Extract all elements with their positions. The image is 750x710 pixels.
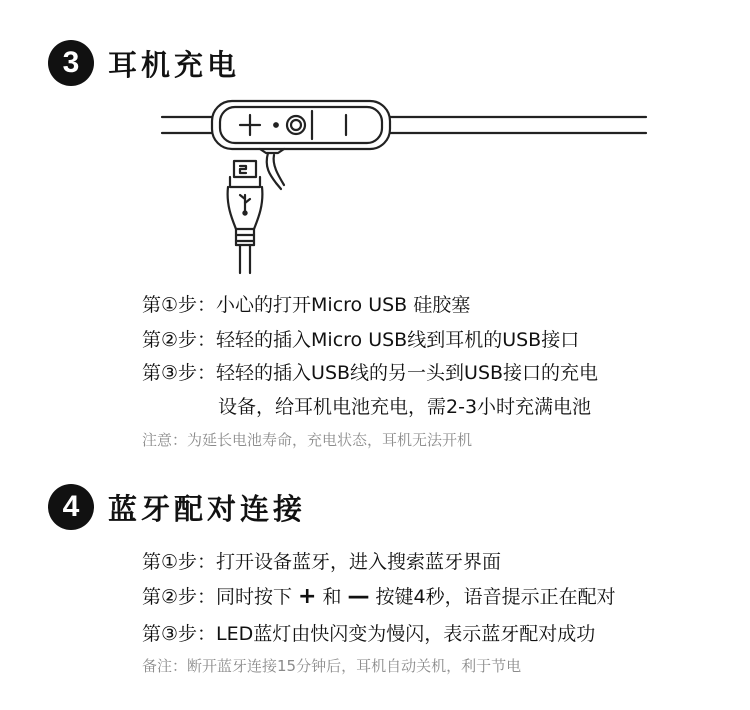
section-number-badge: 4 bbox=[48, 484, 94, 530]
plus-button-icon bbox=[240, 115, 260, 135]
section-title: 蓝牙配对连接 bbox=[108, 491, 307, 526]
charging-note: 注意：为延长电池寿命，充电状态，耳机无法开机 bbox=[142, 431, 473, 449]
pairing-note: 备注：断开蓝牙连接15分钟后，耳机自动关机，利于节电 bbox=[142, 657, 522, 675]
pairing-step-2-text: 第②步：同时按下 bbox=[142, 586, 293, 608]
pairing-step-1: 第①步：打开设备蓝牙，进入搜索蓝牙界面 bbox=[142, 551, 502, 573]
charging-step-3-continued: 设备，给耳机电池充电，需2-3小时充满电池 bbox=[218, 396, 592, 418]
minus-icon: — bbox=[347, 584, 370, 609]
earphone-charging-diagram bbox=[160, 95, 650, 280]
plus-icon: + bbox=[298, 584, 317, 609]
charging-header bbox=[48, 40, 240, 86]
pairing-step-2 bbox=[142, 582, 616, 609]
pairing-header bbox=[48, 484, 306, 530]
charging-step-3: 第③步：轻轻的插入USB线的另一头到USB接口的充电 bbox=[142, 362, 599, 384]
section-number-badge: 3 bbox=[48, 40, 94, 86]
charging-step-2: 第②步：轻轻的插入Micro USB线到耳机的USB接口 bbox=[142, 329, 580, 351]
pairing-step-2-rest: 按键4秒，语音提示正在配对 bbox=[375, 586, 616, 608]
charging-step-1: 第①步：小心的打开Micro USB 硅胶塞 bbox=[142, 294, 471, 316]
section-title: 耳机充电 bbox=[108, 47, 241, 82]
pairing-step-3: 第③步：LED蓝灯由快闪变为慢闪，表示蓝牙配对成功 bbox=[142, 623, 596, 645]
pairing-step-2-and: 和 bbox=[322, 586, 342, 608]
